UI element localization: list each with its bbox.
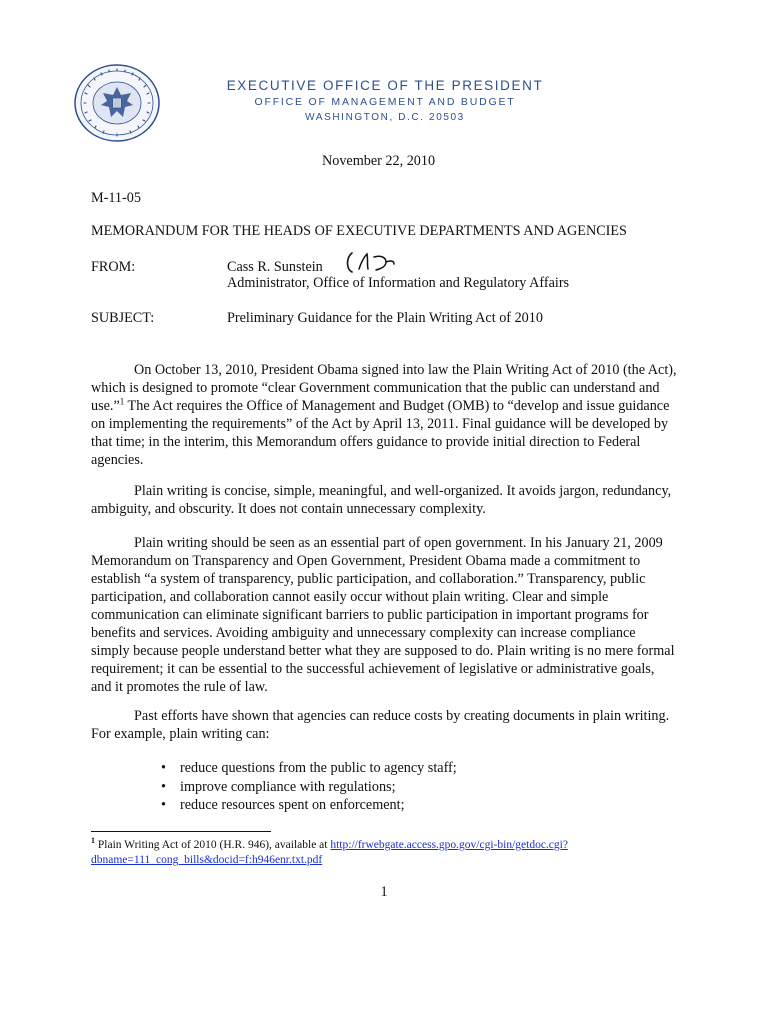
presidential-seal-icon — [73, 63, 161, 143]
paragraph-4 — [91, 707, 677, 743]
from-title: Administrator, Office of Information and Regulatory Affairs — [227, 275, 570, 291]
bullet-icon: • — [161, 778, 166, 795]
paragraph-1-text-b: The Act requires the Office of Management and Budget (OMB) to “develop and issue guidance on implementing the requirements” of the Act by April 13, 2011. Final guidance will be developed by that time; in the interim, this Memorandum offers guidance to provide initial direction to Federal agencies. — [91, 398, 670, 468]
footnote-divider — [91, 831, 271, 832]
page-number: 1 — [380, 884, 388, 900]
paragraph-2-text: Plain writing is concise, simple, meaningful, and well-organized. It avoids jargon, redundancy, ambiguity, and obscurity. It does not contain unnecessary complexity. — [91, 483, 672, 517]
list-item — [160, 796, 457, 815]
paragraph-1-text-a: On October 13, 2010, President Obama signed into law the Plain Writing Act of 2010 (the Act), which is designed to promote “clear Government communication that the public can understand and use.” — [91, 362, 677, 414]
from-label: FROM: — [91, 259, 136, 275]
bullet-icon: • — [161, 760, 166, 776]
letterhead — [180, 77, 590, 125]
paragraph-2 — [91, 482, 677, 518]
memo-heading: MEMORANDUM FOR THE HEADS OF EXECUTIVE DEPARTMENTS AND AGENCIES — [91, 223, 627, 239]
footnote-ref[interactable]: 1 — [119, 396, 125, 407]
paragraph-1 — [91, 361, 677, 469]
footnote-marker: 1 — [91, 836, 95, 846]
signature-initials — [343, 249, 399, 277]
memo-date: November 22, 2010 — [322, 153, 436, 169]
list-item-text: improve compliance with regulations; — [180, 778, 396, 795]
memo-number: M-11-05 — [91, 190, 141, 206]
bullet-icon: • — [161, 797, 166, 813]
paragraph-3-text: Plain writing should be seen as an essential part of open government. In his January 21, 2009 Memorandum on Transparency and Open Government, President Obama made a commitment to establish “a system of transparency, public participation, and collaboration.” Transparency, public participation, and collaboration cannot easily occur without plain writing. Clear and simple communication can eliminate significant barriers to public participation in important programs for benefits and services. Avoiding ambiguity and unnecessary complexity can increase compliance simply because people understand better what they are supposed to do. Plain writing is no mere formal requirement; it can be essential to the successful achievement of legislative or administrative goals, and it promotes the rule of law. — [91, 535, 675, 695]
paragraph-4-text: Past efforts have shown that agencies can reduce costs by creating documents in plain writing. For example, plain writing can: — [91, 708, 670, 742]
letterhead-address: WASHINGTON, D.C. 20503 — [305, 112, 465, 123]
list-item-text: reduce resources spent on enforcement; — [180, 797, 405, 813]
footnote-text: Plain Writing Act of 2010 (H.R. 946), available at — [95, 839, 331, 851]
letterhead-office: EXECUTIVE OFFICE OF THE PRESIDENT — [226, 78, 544, 93]
list-item-text: reduce questions from the public to agency staff; — [180, 760, 457, 776]
bullet-list — [160, 759, 457, 815]
list-item — [160, 778, 457, 797]
letterhead-agency: OFFICE OF MANAGEMENT AND BUDGET — [254, 96, 516, 108]
subject-text: Preliminary Guidance for the Plain Writing Act of 2010 — [227, 310, 543, 326]
from-name: Cass R. Sunstein — [227, 259, 323, 275]
subject-label: SUBJECT: — [91, 310, 155, 326]
footnote — [91, 838, 611, 868]
paragraph-3 — [91, 534, 677, 696]
list-item — [160, 759, 457, 778]
footnote-link[interactable]: http://frwebgate.access.gpo.gov/cgi-bin/getdoc.cgi?dbname=111_cong_bills&docid=f:h946enr.txt.pdf — [91, 839, 568, 866]
